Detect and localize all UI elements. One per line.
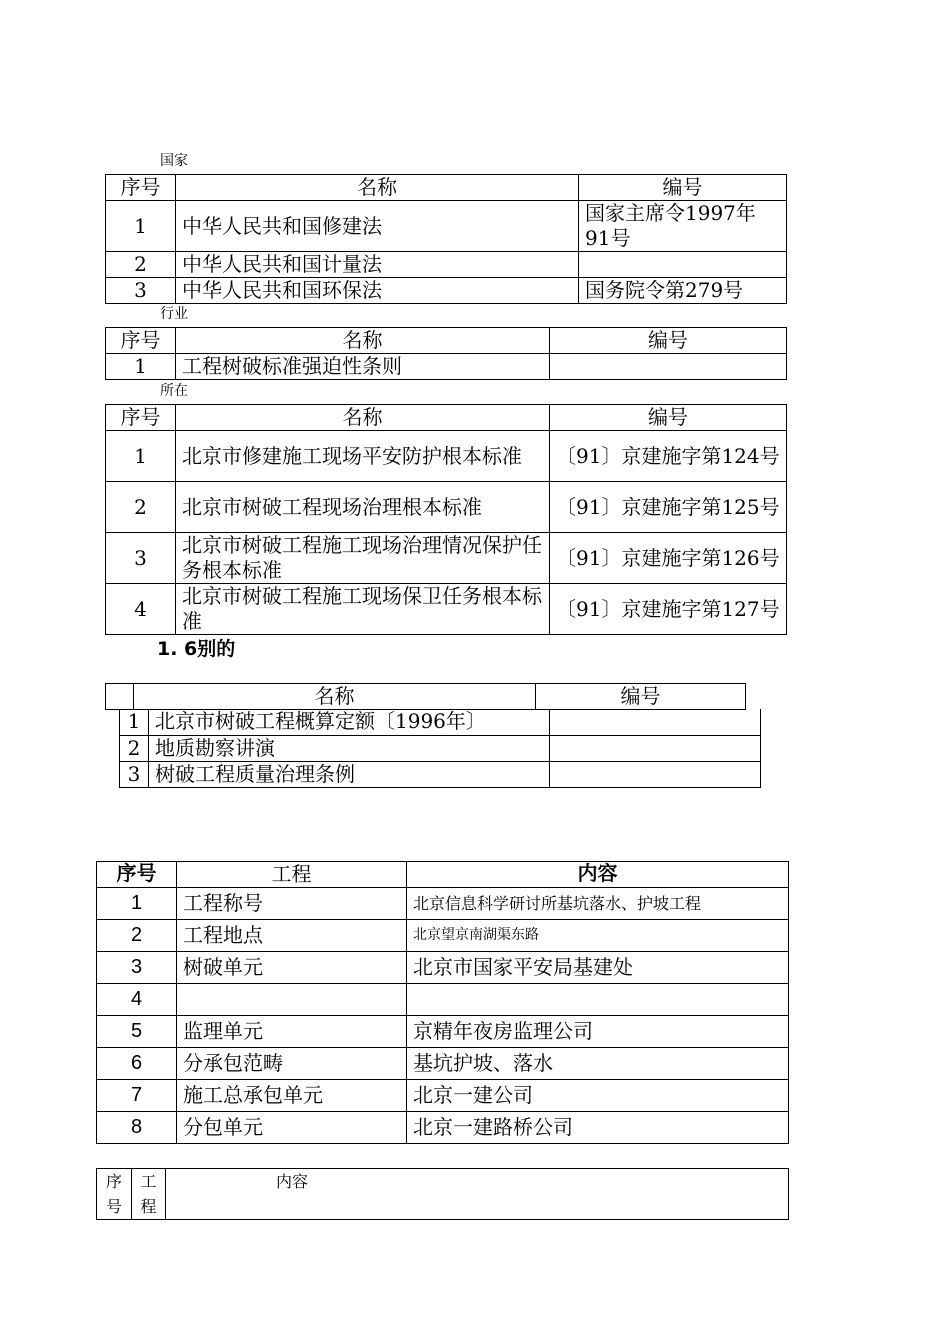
content-table [96,1168,789,1220]
row-code [550,735,761,761]
row-content: 京精年夜房监理公司 [407,1016,789,1048]
row-index: 2 [120,735,149,761]
header-name: 名称 [176,175,579,201]
header-index: 序号 [97,862,177,888]
row-name: 中华人民共和国环保法 [176,278,579,304]
header-item: 工程 [177,862,407,888]
local-standards-table [105,404,787,635]
row-item: 分包单元 [177,1112,407,1144]
row-item: 监理单元 [177,1016,407,1048]
row-content: 北京一建公司 [407,1080,789,1112]
row-index: 1 [106,431,176,482]
table-row [106,482,787,533]
table-row [106,252,787,278]
row-code [579,252,787,278]
row-item: 工程称号 [177,888,407,920]
header-code: 编号 [550,328,787,354]
row-index: 7 [97,1080,177,1112]
row-index: 4 [106,584,176,635]
table-row [106,584,787,635]
row-name: 北京市树破工程施工现场保卫任务根本标准 [176,584,550,635]
row-index: 2 [106,482,176,533]
row-name: 北京市修建施工现场平安防护根本标准 [176,431,550,482]
row-index: 3 [97,952,177,984]
row-index: 1 [106,201,176,252]
header-code: 编号 [579,175,787,201]
row-index: 2 [97,920,177,952]
table-row [97,888,789,920]
row-item: 树破单元 [177,952,407,984]
row-content: 基坑护坡、落水 [407,1048,789,1080]
row-name: 工程树破标准强迫性条则 [176,354,550,380]
other-header-table [105,683,746,710]
row-code: 〔91〕京建施字第125号 [550,482,787,533]
header-index: 序号 [106,328,176,354]
row-name: 北京市树破工程概算定额〔1996年〕 [149,709,550,735]
header-item: 工程 [132,1169,166,1220]
row-index: 3 [120,761,149,787]
row-code: 国家主席令1997年91号 [579,201,787,252]
project-overview-table [96,861,789,1144]
other-standards-table [119,709,761,788]
table-row [106,278,787,304]
table-row [106,431,787,482]
row-index: 3 [106,533,176,584]
row-index: 2 [106,252,176,278]
row-index: 1 [97,888,177,920]
industry-standards-table [105,327,787,380]
table-row [97,1016,789,1048]
row-item: 工程地点 [177,920,407,952]
header-code: 编号 [550,405,787,431]
row-content: 北京望京南湖渠东路 [407,920,789,952]
header-name: 名称 [134,684,536,710]
row-code: 国务院令第279号 [579,278,787,304]
row-index: 1 [106,354,176,380]
section-caption-industry: 行业 [160,306,188,322]
row-code [550,354,787,380]
row-code: 〔91〕京建施字第124号 [550,431,787,482]
national-standards-table [105,174,787,304]
section-caption-national: 国家 [160,153,188,169]
row-index: 4 [97,984,177,1016]
row-index: 5 [97,1016,177,1048]
table-row [106,533,787,584]
table-row [97,920,789,952]
header-name: 名称 [176,328,550,354]
row-item: 施工总承包单元 [177,1080,407,1112]
table-row [97,984,789,1016]
section-heading-other: 1. 6别的 [157,638,236,660]
row-item: 分承包范畴 [177,1048,407,1080]
row-name: 北京市树破工程施工现场治理情况保护任务根本标准 [176,533,550,584]
row-name: 中华人民共和国修建法 [176,201,579,252]
header-index: 序号 [106,405,176,431]
row-code: 〔91〕京建施字第126号 [550,533,787,584]
row-index: 3 [106,278,176,304]
row-name: 中华人民共和国计量法 [176,252,579,278]
header-index: 序号 [97,1169,132,1220]
row-code [550,709,761,735]
header-code: 编号 [536,684,746,710]
header-name: 名称 [176,405,550,431]
header-index: 序号 [106,175,176,201]
row-name: 树破工程质量治理条例 [149,761,550,787]
row-index: 1 [120,709,149,735]
row-content: 北京市国家平安局基建处 [407,952,789,984]
row-index: 8 [97,1112,177,1144]
row-code [550,761,761,787]
row-name: 地质勘察讲演 [149,735,550,761]
row-content: 北京信息科学研讨所基坑落水、护坡工程 [407,888,789,920]
row-item [177,984,407,1016]
table-row [97,952,789,984]
section-caption-local: 所在 [160,383,188,399]
table-row [120,761,761,787]
table-row [97,1080,789,1112]
row-index: 6 [97,1048,177,1080]
table-row [120,735,761,761]
table-row [97,1112,789,1144]
table-row [106,201,787,252]
header-content: 内容 [166,1169,789,1220]
table-row [97,1048,789,1080]
table-row [106,354,787,380]
row-content [407,984,789,1016]
header-blank [106,684,134,710]
table-row [120,709,761,735]
row-name: 北京市树破工程现场治理根本标准 [176,482,550,533]
header-content: 内容 [407,862,789,888]
row-code: 〔91〕京建施字第127号 [550,584,787,635]
row-content: 北京一建路桥公司 [407,1112,789,1144]
